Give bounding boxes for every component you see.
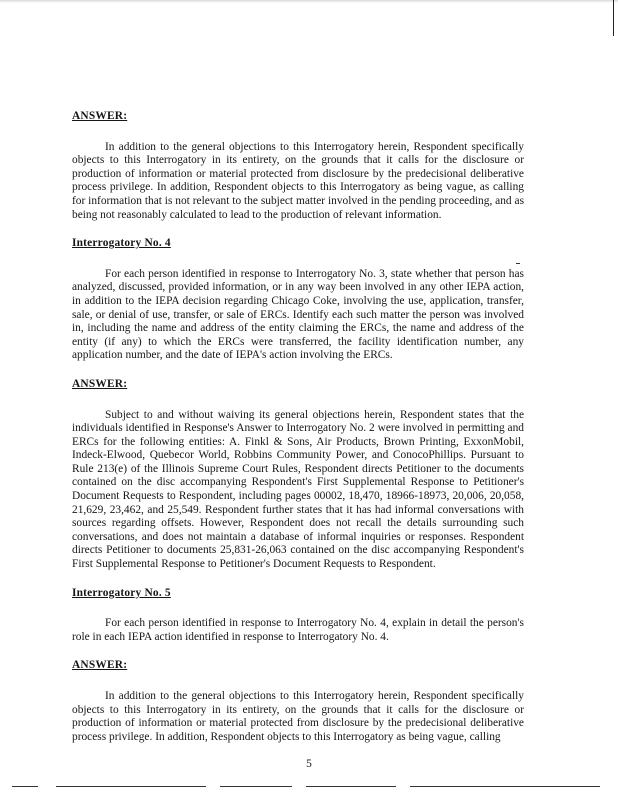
interrogatory-5-paragraph: For each person identified in response to Interrogatory No. 4, explain in detail the person's role in each IEPA action identified in response to Interrogatory No. 4. bbox=[72, 617, 524, 643]
answer-heading: ANSWER: bbox=[72, 110, 128, 122]
interrogatory-4-paragraph: For each person identified in response to Interrogatory No. 3, state whether that person has analyzed, discussed, provided information, or in any way been involved in any other IEPA action, in addition to the IEPA decision regarding Chicago Coke, involving the use, application, transfer, sale, or denial of use, transfer, or sale of ERCs. Identify each such matter the person was involved in, including the name and address of the entity claiming the ERCs, the name and address of the entity (if any) to which the ERCs were transferred, the facility identification number, any application number, and the date of IEPA's action involving the ERCs. bbox=[72, 267, 524, 362]
footer-rule-segment bbox=[306, 786, 396, 787]
footer-rule-segment bbox=[220, 786, 292, 787]
footer-rule-segment bbox=[410, 786, 600, 787]
page-number: 5 bbox=[306, 758, 312, 770]
answer-paragraph: In addition to the general objections to this Interrogatory herein, Respondent specifically objects to this Interrogatory in its entirety, on the grounds that it calls for the disclosure or production of information or material protected from disclosure by the predecisional deliberative process privilege. In addition, Respondent objects to this Interrogatory as being vague, calling bbox=[72, 690, 524, 743]
document-body bbox=[72, 110, 524, 759]
interrogatory-4-heading: Interrogatory No. 4 bbox=[72, 237, 171, 250]
answer-heading: ANSWER: bbox=[72, 377, 128, 390]
scan-top-edge bbox=[0, 0, 618, 3]
footer-rule-segment bbox=[12, 786, 38, 787]
answer-paragraph: Subject to and without waiving its general objections herein, Respondent states that the individuals identified in Response's Answer to Interrogatory No. 2 were involved in permitting and ERCs for the following entities: A. Finkl & Sons, Air Products, Brown Printing, ExxonMobil, Indeck-Elwood, Quebecor World, Robbins Community Power, and ConocoPhillips. Pursuant to Rule 213(e) of the Illinois Supreme Court Rules, Respondent directs Petitioner to the documents contained on the disc accompanying Respondent's First Supplemental Response to Petitioner's Document Requests to Respondent, including pages 00002, 18,470, 18966-18973, 20,006, 20,058, 21,629, 23,462, and 25,549. Respondent further states that it has had informal conversations with sources regarding offsets. However, Respondent does not recall the details surrounding such conversations, and does not maintain a database of informal inquiries or responses. Respondent directs Petitioner to documents 25,831-26,063 contained on the disc accompanying Respondent's First Supplemental Response to Petitioner's Document Requests to Respondent. bbox=[72, 408, 524, 571]
footer-rule-segment bbox=[56, 786, 206, 787]
interrogatory-5-heading: Interrogatory No. 5 bbox=[72, 586, 171, 599]
answer-paragraph: In addition to the general objections to this Interrogatory herein, Respondent specifically objects to this Interrogatory in its entirety, on the grounds that it calls for the disclosure or production of information or material protected from disclosure by the predecisional deliberative process privilege. In addition, Respondent objects to this Interrogatory as being vague, as calling for information that is not relevant to the subject matter involved in the pending proceeding, and as being not reasonably calculated to lead to the production of relevant information. bbox=[72, 140, 524, 221]
scan-right-edge-mark bbox=[613, 0, 614, 36]
answer-heading: ANSWER: bbox=[72, 659, 128, 672]
